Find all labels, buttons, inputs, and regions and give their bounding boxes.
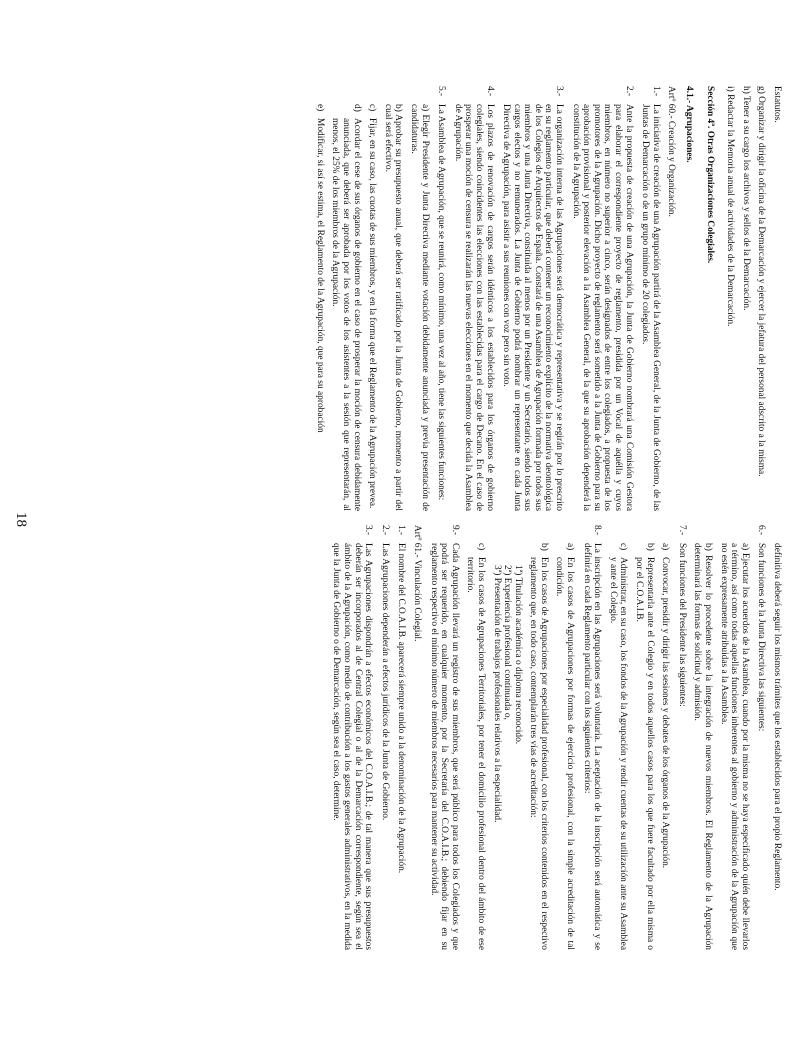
item-text: Son funciones de la Junta Directiva las siguientes: [756,543,767,732]
item-number: 2.- [379,525,390,536]
lettered-item [607,543,628,950]
item-text: La inscripción en las Agrupaciones será voluntaria. La aceptación de la inscripción será automática y se definirá en cada Reglamento particular con los siguientes criterios: [581,543,603,950]
item-text: Acordar el cese de sus órganos de gobierno en el caso de prosperar la moción de censura debidamente anunciada, que deberá ser aprobada por los votos de los asistentes a la sesión que representarán, al menos, el 25% de los miembros de la Agrupación. [330,118,362,511]
numbered-item [331,525,373,950]
item-text: Las Agrupaciones dispondrán a efectos económicos del C.O.A.I.B.; de tal manera que sus presupuestos deberán ser incorporados al de Central Colegial o al de la Demarcación correspondiente, según sea el ámbito de la Agrupación, como medio de contribución a los gastos generales administrativos, en la medida que la Junta de Gobierno o de Demarcación, según sea el caso, determine. [331,543,374,950]
item-text: En los casos de Agrupaciones por formas de ejercicio profesional, con la simple acreditación de tal condición. [554,557,576,950]
item-text: Ante la propuesta de creación de una Agrupación, la Junta de Gobierno nombrará una Comisión Gestora para elaborar el correspondiente proyecto de reglamento, presidida por un Vocal de aquélla y cuyos miembros, en número no superior a cinco, serán designados de entre los colegiados, a propuesta de los promotores de la Agrupación. Dicho proyecto de reglamento será sometido a la Junta de Gobierno para su aprobación provisional y posterior elevación a la Asamblea General, de la que su aprobación dependerá la constitución de la Agrupación. [570,104,634,511]
item-letter: d) [351,104,362,112]
numbered-item [452,86,494,511]
numbered-item [581,525,602,950]
item-letter: c) [475,543,486,551]
paragraph: i) Redactar la Memoria anual de actividades de la Demarcación. [725,86,736,327]
numbered-item [379,525,390,950]
numbered-item [501,86,565,511]
item-letter: b) [538,543,549,551]
item-text: Representarla ante el Colegio y en todos aquellos casos para los que fuere facultado por ella misma o por el C.O.A.I.B. [634,557,655,950]
numbered-item [640,86,661,511]
lettered-item [633,543,654,950]
item-number: 7.- [676,525,687,536]
item-text: Cada Agrupación llevará un registro de sus miembros, que será público para todos los Colegiados y que podrá ser requerido, en cualquier momento, por la Secretaría del C.O.A.I.B.; debiendo fijar en su reglamento respectivo el mínimo número de miembros necesarios para mantener su actividad. [428,543,460,950]
sub-paragraph: b) Aprobar su presupuesto anual, que deberá ser ratificado por la Junta de Gobierno, momento a partir del cual será efectivo. [382,104,404,511]
numbered-item [428,525,460,950]
item-text: Son funciones del Presidente las siguientes: [676,543,687,707]
article-heading: Artº 61.- Vinculación Colegial. [411,525,422,642]
item-letter: a) [660,543,671,551]
paragraph: Estatutos. [772,86,782,123]
item-text: Modificar, si así se estima, el Reglamento de la Agrupación, que para su aprobación [314,118,325,433]
sub-paragraph: a) Elegir Presidente y Junta Directiva mediante votación debidamente anunciada y previa presentación de candidaturas. [408,104,430,511]
sub-paragraph: b) Resolver lo procedente sobre la integración de nuevos miembros. El Reglamento de la Agrupación determinará las formas de solicitud y admisión. [692,543,714,950]
item-number: 1.- [650,86,661,97]
item-text: En los casos de Agrupaciones Territoriales, por tener el domicilio profesional dentro del ámbito de ese territorio. [465,557,486,950]
item-number: 5.- [436,86,447,97]
left-column [309,86,782,511]
numbered-item [676,525,687,950]
criterion-line: 1ª) Titulación académica o diploma reconocido. [512,565,523,745]
item-text: Las Agrupaciones dependerán a efectos jurídicos de la Junta de Gobierno. [379,543,390,821]
criterion-line: 2ª) Experiencia profesional continuada o, [502,565,513,720]
item-text: La Asamblea de Agrupación, que se reunirá, como mínimo, una vez al año, tiene las siguientes funciones: [436,104,447,501]
item-number: 9.- [449,525,460,536]
item-text: La organización interna de las Agrupaciones será democrática y representativa y se regirán por lo prescrito en su reglamento particular, que deberá contener un reconocimiento explícito de la normativa deontológica de los Colegios de Arquitectos de España. Constará de una Asamblea de Agrupación formada por todos sus miembros y una Junta Directiva, constituida al menos por un Presidente y un Secretario, siendo todos sus cargos electos y no remunerados. La Junta de Gobierno podrá nombrar un representante en cada Junta Directiva de Agrupación, para asistir a sus reuniones con voz pero sin voto. [501,104,565,511]
item-letter: e) [314,104,325,112]
numbered-item [436,86,447,511]
item-text: El nombre del C.O.A.I.B. aparecerá siempre unido a la denominación de la Agrupación. [396,543,407,874]
lettered-item [528,543,549,950]
item-number: 6.- [756,525,767,536]
item-text: Administrar, en su caso, los fondos de la Agrupación y rendir cuentas de su utilización ante su Asamblea y ante el Colegio. [607,557,629,950]
item-text: La iniciativa de creación de una Agrupación partirá de la Asamblea General, de la Junta de Gobierno, de las Juntas de Demarcación o de un grupo mínimo de 20 colegiados. [640,104,661,511]
numbered-item [570,86,634,511]
paragraph: definitiva deberá seguir los mismos trámites que los establecidos para el propio Reglamento. [772,543,782,891]
lettered-item [367,104,378,511]
item-number: 1.- [396,525,407,536]
section-heading: Sección 4ª. Otras Organizaciones Colegiales. [704,86,715,264]
criterion-line: 3ª) Presentación de trabajos profesionales relativos a la especialidad. [491,565,502,823]
item-text: Fijar, en su caso, las cuotas de sus miembros, y en la forma que el Reglamento de la Agrupación prevea. [367,118,378,509]
item-text: Los plazos de renovación de cargos serán idénticos a los establecidos para los órganos de gobierno colegiales, siendo coincidentes las elecciones con las establecidas para el cargo de Decano. En el caso de prosperar una moción de censura se realizarán las nuevas elecciones en el momento que decida la Asamblea de Agrupación. [452,104,495,511]
article-heading: Artº 60.- Creación y Organización. [666,86,677,217]
lettered-item [554,543,575,950]
numbered-item [756,525,767,950]
item-text: En los casos de Agrupaciones por especialidad profesional, con los criterios contenidos en el respectivo reglamento que, en todo caso, contemplarán tres vías de acreditación: [528,557,549,950]
item-letter: a) [565,543,576,551]
item-number: 3.- [554,86,565,97]
lettered-item [314,104,325,511]
paragraph: g) Organizar y dirigir la oficina de la Demarcación y ejercer la jefatura del personal adscrito a la misma. [756,86,767,477]
numbered-item [396,525,407,950]
item-number: 8.- [592,525,603,536]
lettered-item [660,543,671,950]
item-letter: c) [367,104,378,112]
page-number: 18 [13,512,29,527]
right-column [325,525,782,950]
item-letter: c) [618,543,629,551]
lettered-item [465,543,486,950]
sub-paragraph: a) Ejecutar los acuerdos de la Asamblea, cuando por la misma no se haya especificado quién debe llevarlos a término, así como todas aquellas funciones inherentes al gobierno y administración de la Agrupación que no estén expresamente atribuidas a la Asamblea. [718,543,750,950]
paragraph: h) Tener a su cargo los archivos y sellos de la Demarcación. [740,86,751,311]
subsection-heading: 4.1.- Agrupaciones. [684,86,695,163]
item-letter: b) [644,543,655,551]
item-number: 4.- [484,86,495,97]
lettered-item [330,104,362,511]
item-text: Convocar, presidir y dirigir las sesiones y debates de los órganos de la Agrupación. [660,557,671,869]
item-number: 2.- [623,86,634,97]
item-number: 3.- [363,525,374,536]
